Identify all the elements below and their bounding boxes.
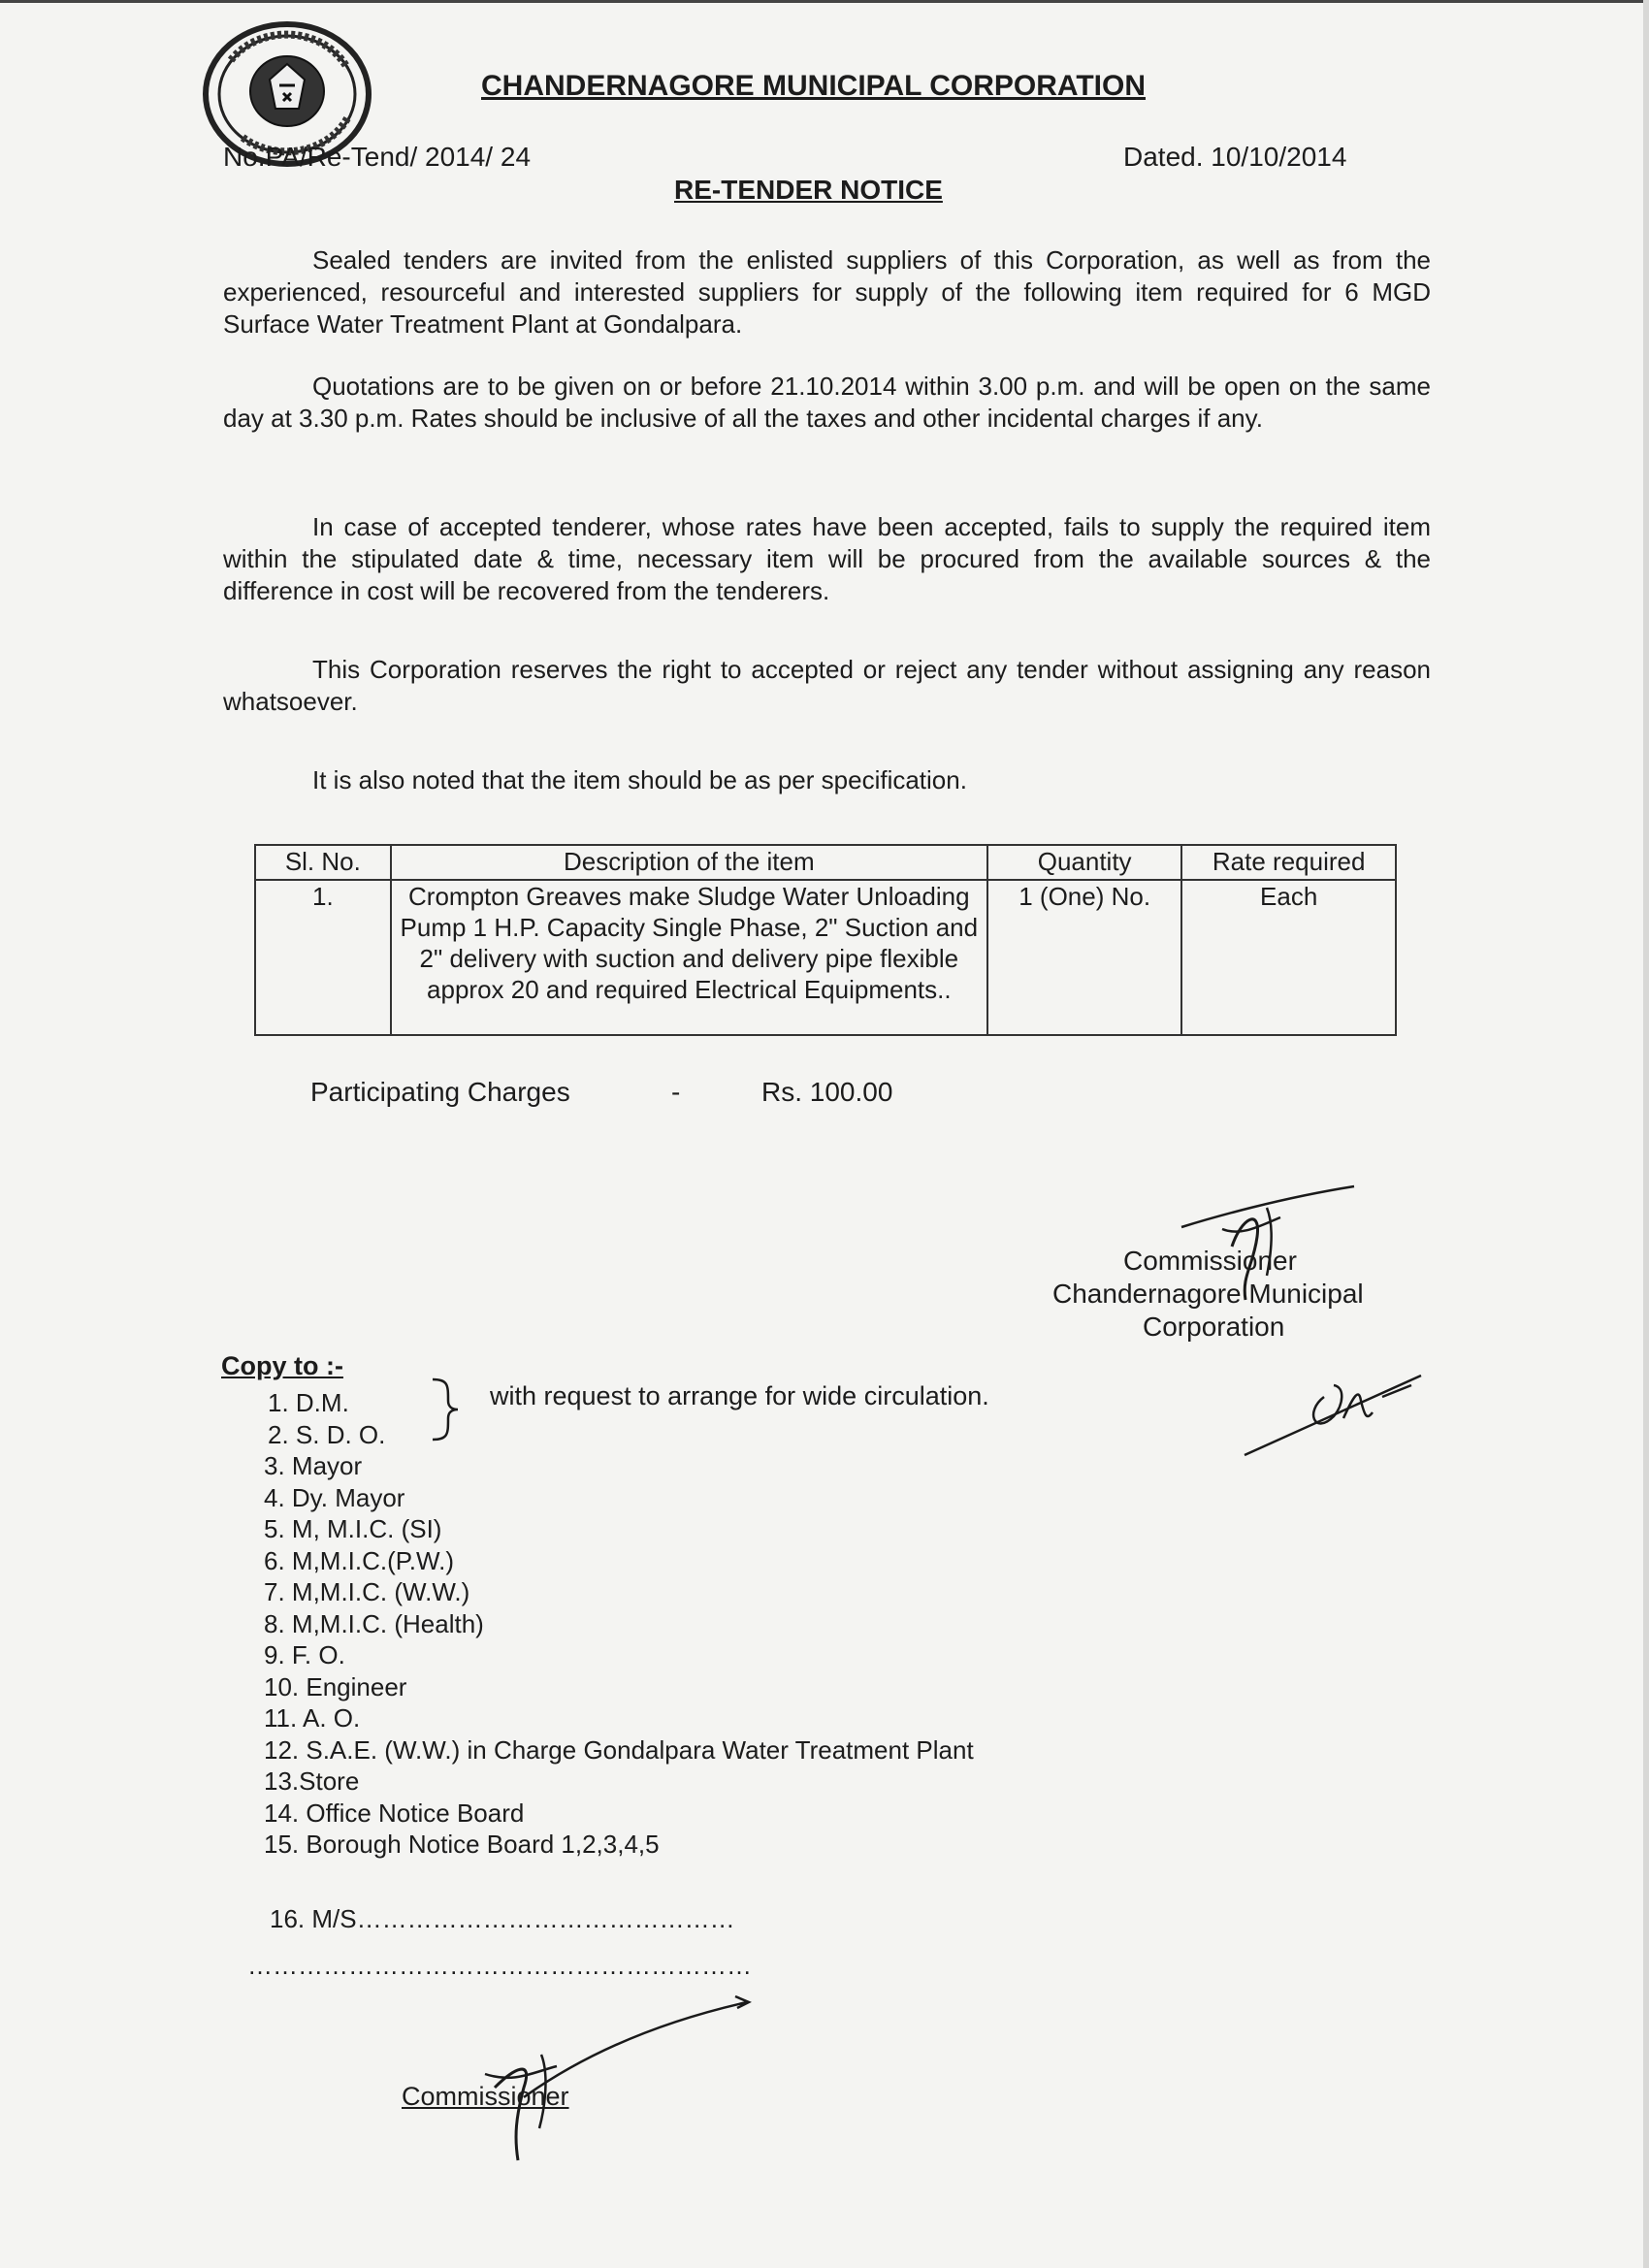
- corporation-title: CHANDERNAGORE MUNICIPAL CORPORATION: [481, 70, 1147, 102]
- participating-charges-dash: -: [671, 1077, 681, 1107]
- scan-edge: [0, 0, 1649, 3]
- items-table: [254, 844, 1397, 1036]
- participating-charges-amount: Rs. 100.00: [761, 1077, 893, 1107]
- copy-to-heading: Copy to :-: [221, 1351, 343, 1380]
- list-item: 13.Store: [264, 1766, 360, 1796]
- list-item-ms: 16. M/S………………………………………: [270, 1904, 735, 1933]
- copy-to-note: with request to arrange for wide circulation.: [490, 1381, 989, 1410]
- list-item: 11. A. O.: [264, 1703, 361, 1733]
- participating-charges-label: Participating Charges: [310, 1077, 570, 1107]
- list-item: 9. F. O.: [264, 1640, 345, 1669]
- footer-commissioner-label: Commissioner: [402, 2082, 569, 2111]
- notice-title: RE-TENDER NOTICE: [674, 175, 943, 205]
- paragraph-text: Quotations are to be given on or before 21.10.2014 within 3.00 p.m. and will be open on the same day at 3.30 p.m. Rates should be inclusive of all the taxes and other incidental charges if any.: [223, 372, 1431, 433]
- list-item: 5. M, M.I.C. (SI): [264, 1514, 442, 1543]
- paragraph-specification: [223, 764, 1431, 796]
- list-item: 3. Mayor: [264, 1451, 363, 1480]
- brace-icon: [427, 1376, 466, 1443]
- paragraph-invitation: [223, 244, 1431, 340]
- table-row: [255, 880, 1396, 1035]
- notice-date: Dated. 10/10/2014: [1123, 142, 1347, 172]
- list-item: 6. M,M.I.C.(P.W.): [264, 1545, 454, 1575]
- paragraph-text: This Corporation reserves the right to accepted or reject any tender without assigning any reason whatsoever.: [223, 655, 1431, 716]
- list-item: 2. S. D. O.: [268, 1419, 386, 1449]
- paragraph-accepted-tenderer: [223, 511, 1431, 607]
- paragraph-text: Sealed tenders are invited from the enlisted suppliers of this Corporation, as well as from the experienced, resourceful and interested suppliers for supply of the following item required for 6 MGD Surface Water Treatment Plant at Gondalpara.: [223, 245, 1431, 339]
- copy-to-list: [252, 1387, 974, 1861]
- paragraph-quotations: [223, 371, 1431, 435]
- column-header-quantity: Quantity: [987, 845, 1181, 880]
- list-item: 12. S.A.E. (W.W.) in Charge Gondalpara Water Treatment Plant: [264, 1734, 974, 1765]
- table-header-row: [255, 845, 1396, 880]
- list-item: 7. M,M.I.C. (W.W.): [264, 1577, 470, 1606]
- reference-number: No.PA/Re-Tend/ 2014/ 24: [223, 142, 532, 172]
- scan-edge-right: [1643, 0, 1649, 2268]
- list-item: 1. D.M.: [268, 1388, 349, 1417]
- cell-quantity: 1 (One) No.: [987, 880, 1181, 1035]
- list-item: 15. Borough Notice Board 1,2,3,4,5: [264, 1830, 660, 1859]
- signature-org: Chandernagore Municipal: [1052, 1279, 1364, 1309]
- cell-sl-no: 1.: [255, 880, 391, 1035]
- column-header-description: Description of the item: [391, 845, 987, 880]
- column-header-sl-no: Sl. No.: [255, 845, 391, 880]
- cell-description: Crompton Greaves make Sludge Water Unloading Pump 1 H.P. Capacity Single Phase, 2" Suction and 2" delivery with suction and delivery pipe flexible approx 20 and required Electrical Equipments..: [391, 880, 987, 1035]
- footer-signature: [456, 1991, 757, 2165]
- dotted-line: ……………………………………………………: [247, 1951, 752, 1980]
- signature-title: Commissioner: [1123, 1246, 1297, 1276]
- initials-signature: [1237, 1358, 1431, 1465]
- signature-org-2: Corporation: [1143, 1312, 1285, 1342]
- cell-rate: Each: [1181, 880, 1396, 1035]
- list-item: 10. Engineer: [264, 1671, 407, 1701]
- list-item: 14. Office Notice Board: [264, 1798, 525, 1828]
- list-item: 4. Dy. Mayor: [264, 1482, 405, 1512]
- paragraph-reserves-right: [223, 654, 1431, 718]
- list-item: 8. M,M.I.C. (Health): [264, 1608, 484, 1638]
- column-header-rate: Rate required: [1181, 845, 1396, 880]
- paragraph-text: In case of accepted tenderer, whose rates have been accepted, fails to supply the required item within the stipulated date & time, necessary item will be procured from the available sources & the difference in cost will be recovered from the tenderers.: [223, 512, 1431, 605]
- paragraph-text: It is also noted that the item should be as per specification.: [312, 765, 967, 794]
